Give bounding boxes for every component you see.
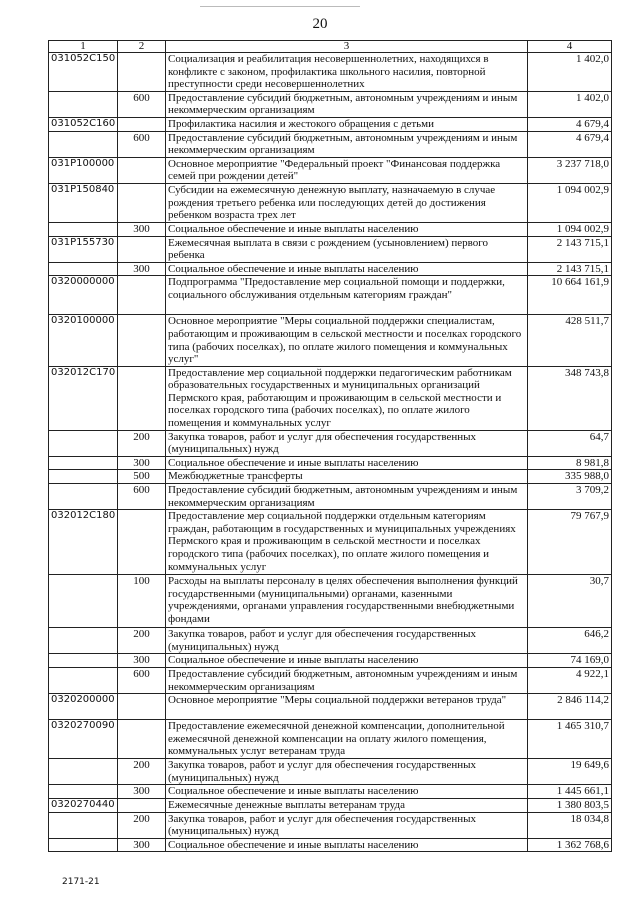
row-vr: 200 <box>118 628 166 654</box>
row-code <box>49 91 118 117</box>
row-amount: 64,7 <box>528 430 612 456</box>
table-row <box>49 654 612 668</box>
table-row <box>49 222 612 236</box>
table-row <box>49 668 612 694</box>
table-row <box>49 694 612 720</box>
row-code: 032012С180 <box>49 510 118 575</box>
row-amount: 1 402,0 <box>528 53 612 92</box>
row-description: Предоставление субсидий бюджетным, автономным учреждениям и иным некоммерческим организациям <box>166 668 528 694</box>
row-vr <box>118 694 166 720</box>
row-code: 0320270440 <box>49 798 118 812</box>
table-row <box>49 131 612 157</box>
row-description: Ежемесячная выплата в связи с рождением (усыновлением) первого ребенка <box>166 236 528 262</box>
row-code <box>49 222 118 236</box>
table-row <box>49 484 612 510</box>
row-code: 031052С160 <box>49 117 118 131</box>
table-row <box>49 510 612 575</box>
row-code: 031052С150 <box>49 53 118 92</box>
row-code: 0320200000 <box>49 694 118 720</box>
row-code: 031P155730 <box>49 236 118 262</box>
table-body <box>49 53 612 852</box>
row-description: Субсидии на ежемесячную денежную выплату, назначаемую в случае рождения третьего ребенка или последующих детей до достижения ребенком возраста трех лет <box>166 183 528 222</box>
row-description: Основное мероприятие "Меры социальной поддержки специалистам, работающим и проживающим в сельской местности и поселках городского типа (рабочих поселках), по оплате жилого помещения и коммунальных услуг" <box>166 315 528 366</box>
page-number: 20 <box>312 16 328 32</box>
row-vr <box>118 236 166 262</box>
row-amount: 3 709,2 <box>528 484 612 510</box>
row-vr <box>118 276 166 315</box>
row-code <box>49 812 118 838</box>
row-description: Социальное обеспечение и иные выплаты населению <box>166 456 528 470</box>
row-code <box>49 838 118 852</box>
row-amount: 1 094 002,9 <box>528 183 612 222</box>
row-code: 031P150840 <box>49 183 118 222</box>
row-description: Социальное обеспечение и иные выплаты населению <box>166 654 528 668</box>
row-vr <box>118 366 166 430</box>
row-amount: 1 362 768,6 <box>528 838 612 852</box>
row-code <box>49 456 118 470</box>
row-code <box>49 759 118 785</box>
row-description: Социализация и реабилитация несовершеннолетних, находящихся в конфликте с законом, профилактика школьного насилия, повторной преступности среди несовершеннолетних <box>166 53 528 92</box>
row-code <box>49 484 118 510</box>
row-vr <box>118 315 166 366</box>
row-amount: 1 402,0 <box>528 91 612 117</box>
row-description: Профилактика насилия и жестокого обращения с детьми <box>166 117 528 131</box>
row-vr <box>118 798 166 812</box>
budget-table <box>48 40 612 852</box>
row-vr: 600 <box>118 91 166 117</box>
row-code: 0320100000 <box>49 315 118 366</box>
row-amount: 1 445 661,1 <box>528 785 612 799</box>
header-col-4: 4 <box>528 41 612 53</box>
row-code <box>49 430 118 456</box>
row-vr: 600 <box>118 484 166 510</box>
table-row <box>49 785 612 799</box>
row-description: Основное мероприятие "Меры социальной поддержки ветеранов труда" <box>166 694 528 720</box>
row-amount: 1 380 803,5 <box>528 798 612 812</box>
row-amount: 8 981,8 <box>528 456 612 470</box>
row-description: Предоставление субсидий бюджетным, автономным учреждениям и иным некоммерческим организациям <box>166 91 528 117</box>
row-description: Закупка товаров, работ и услуг для обеспечения государственных (муниципальных) нужд <box>166 628 528 654</box>
row-vr <box>118 510 166 575</box>
row-amount: 1 465 310,7 <box>528 720 612 759</box>
row-description: Социальное обеспечение и иные выплаты населению <box>166 785 528 799</box>
row-vr: 500 <box>118 470 166 484</box>
row-code <box>49 470 118 484</box>
row-amount: 335 988,0 <box>528 470 612 484</box>
row-description: Ежемесячные денежные выплаты ветеранам труда <box>166 798 528 812</box>
row-code <box>49 654 118 668</box>
table-row <box>49 366 612 430</box>
row-code: 032012С170 <box>49 366 118 430</box>
table-row <box>49 430 612 456</box>
row-vr: 300 <box>118 785 166 799</box>
row-code: 0320000000 <box>49 276 118 315</box>
row-amount: 2 846 114,2 <box>528 694 612 720</box>
table-row <box>49 628 612 654</box>
row-vr: 100 <box>118 575 166 628</box>
table-row <box>49 276 612 315</box>
row-description: Предоставление мер социальной поддержки отдельным категориям граждан, работающим в государственных и муниципальных учреждениях Пермского края и проживающим в сельской местности и поселках городского типа (рабочих поселках), по оплате жилого помещения и коммунальных услуг <box>166 510 528 575</box>
row-vr <box>118 183 166 222</box>
row-description: Подпрограмма "Предоставление мер социальной помощи и поддержки, социального обслуживания отдельным категориям граждан" <box>166 276 528 315</box>
row-vr <box>118 117 166 131</box>
row-vr <box>118 720 166 759</box>
row-code: 031P100000 <box>49 157 118 183</box>
header-col-3: 3 <box>166 41 528 53</box>
footer-code: 2171-21 <box>62 877 100 887</box>
row-description: Предоставление субсидий бюджетным, автономным учреждениям и иным некоммерческим организациям <box>166 131 528 157</box>
table-row <box>49 157 612 183</box>
table-row <box>49 838 612 852</box>
row-vr: 600 <box>118 668 166 694</box>
row-amount: 18 034,8 <box>528 812 612 838</box>
table-row <box>49 575 612 628</box>
header-row <box>49 41 612 53</box>
row-vr: 200 <box>118 759 166 785</box>
row-code <box>49 668 118 694</box>
row-description: Социальное обеспечение и иные выплаты населению <box>166 838 528 852</box>
row-code <box>49 262 118 276</box>
table-row <box>49 470 612 484</box>
row-amount: 428 511,7 <box>528 315 612 366</box>
row-description: Предоставление субсидий бюджетным, автономным учреждениям и иным некоммерческим организациям <box>166 484 528 510</box>
row-amount: 4 922,1 <box>528 668 612 694</box>
row-description: Закупка товаров, работ и услуг для обеспечения государственных (муниципальных) нужд <box>166 759 528 785</box>
row-code <box>49 131 118 157</box>
row-vr <box>118 53 166 92</box>
top-edge-line <box>200 6 360 7</box>
row-amount: 2 143 715,1 <box>528 236 612 262</box>
row-vr: 300 <box>118 456 166 470</box>
row-amount: 2 143 715,1 <box>528 262 612 276</box>
table-row <box>49 117 612 131</box>
row-vr: 200 <box>118 430 166 456</box>
table-row <box>49 91 612 117</box>
row-amount: 4 679,4 <box>528 117 612 131</box>
table-row <box>49 183 612 222</box>
row-vr: 300 <box>118 262 166 276</box>
row-code: 0320270090 <box>49 720 118 759</box>
header-col-1: 1 <box>49 41 118 53</box>
row-description: Предоставление ежемесячной денежной компенсации, дополнительной ежемесячной денежной компенсации на оплату жилого помещения, коммунальных услуг ветеранам труда <box>166 720 528 759</box>
row-amount: 1 094 002,9 <box>528 222 612 236</box>
row-amount: 74 169,0 <box>528 654 612 668</box>
row-code <box>49 628 118 654</box>
row-amount: 79 767,9 <box>528 510 612 575</box>
row-description: Предоставление мер социальной поддержки педагогическим работникам образовательных государственных и муниципальных организаций Пермского края, работающим и проживающим в сельской местности и поселках городского типа (рабочих поселках), по оплате жилого помещения и коммунальных услуг <box>166 366 528 430</box>
row-description: Закупка товаров, работ и услуг для обеспечения государственных (муниципальных) нужд <box>166 812 528 838</box>
row-vr: 300 <box>118 654 166 668</box>
row-amount: 3 237 718,0 <box>528 157 612 183</box>
table-row <box>49 53 612 92</box>
row-amount: 30,7 <box>528 575 612 628</box>
row-amount: 348 743,8 <box>528 366 612 430</box>
table-row <box>49 759 612 785</box>
row-vr: 600 <box>118 131 166 157</box>
table-row <box>49 236 612 262</box>
row-vr: 300 <box>118 222 166 236</box>
row-code <box>49 785 118 799</box>
row-description: Социальное обеспечение и иные выплаты населению <box>166 222 528 236</box>
row-code <box>49 575 118 628</box>
row-description: Закупка товаров, работ и услуг для обеспечения государственных (муниципальных) нужд <box>166 430 528 456</box>
row-amount: 19 649,6 <box>528 759 612 785</box>
row-amount: 4 679,4 <box>528 131 612 157</box>
row-amount: 646,2 <box>528 628 612 654</box>
row-vr: 200 <box>118 812 166 838</box>
row-vr: 300 <box>118 838 166 852</box>
table-row <box>49 315 612 366</box>
row-description: Социальное обеспечение и иные выплаты населению <box>166 262 528 276</box>
row-description: Межбюджетные трансферты <box>166 470 528 484</box>
header-col-2: 2 <box>118 41 166 53</box>
table-row <box>49 456 612 470</box>
row-vr <box>118 157 166 183</box>
table-row <box>49 798 612 812</box>
row-amount: 10 664 161,9 <box>528 276 612 315</box>
row-description: Расходы на выплаты персоналу в целях обеспечения выполнения функций государственными (муниципальными) органами, казенными учреждениями, органами управления государственными внебюджетными фондами <box>166 575 528 628</box>
table-row <box>49 262 612 276</box>
row-description: Основное мероприятие "Федеральный проект "Финансовая поддержка семей при рождении детей" <box>166 157 528 183</box>
table-row <box>49 720 612 759</box>
table-row <box>49 812 612 838</box>
